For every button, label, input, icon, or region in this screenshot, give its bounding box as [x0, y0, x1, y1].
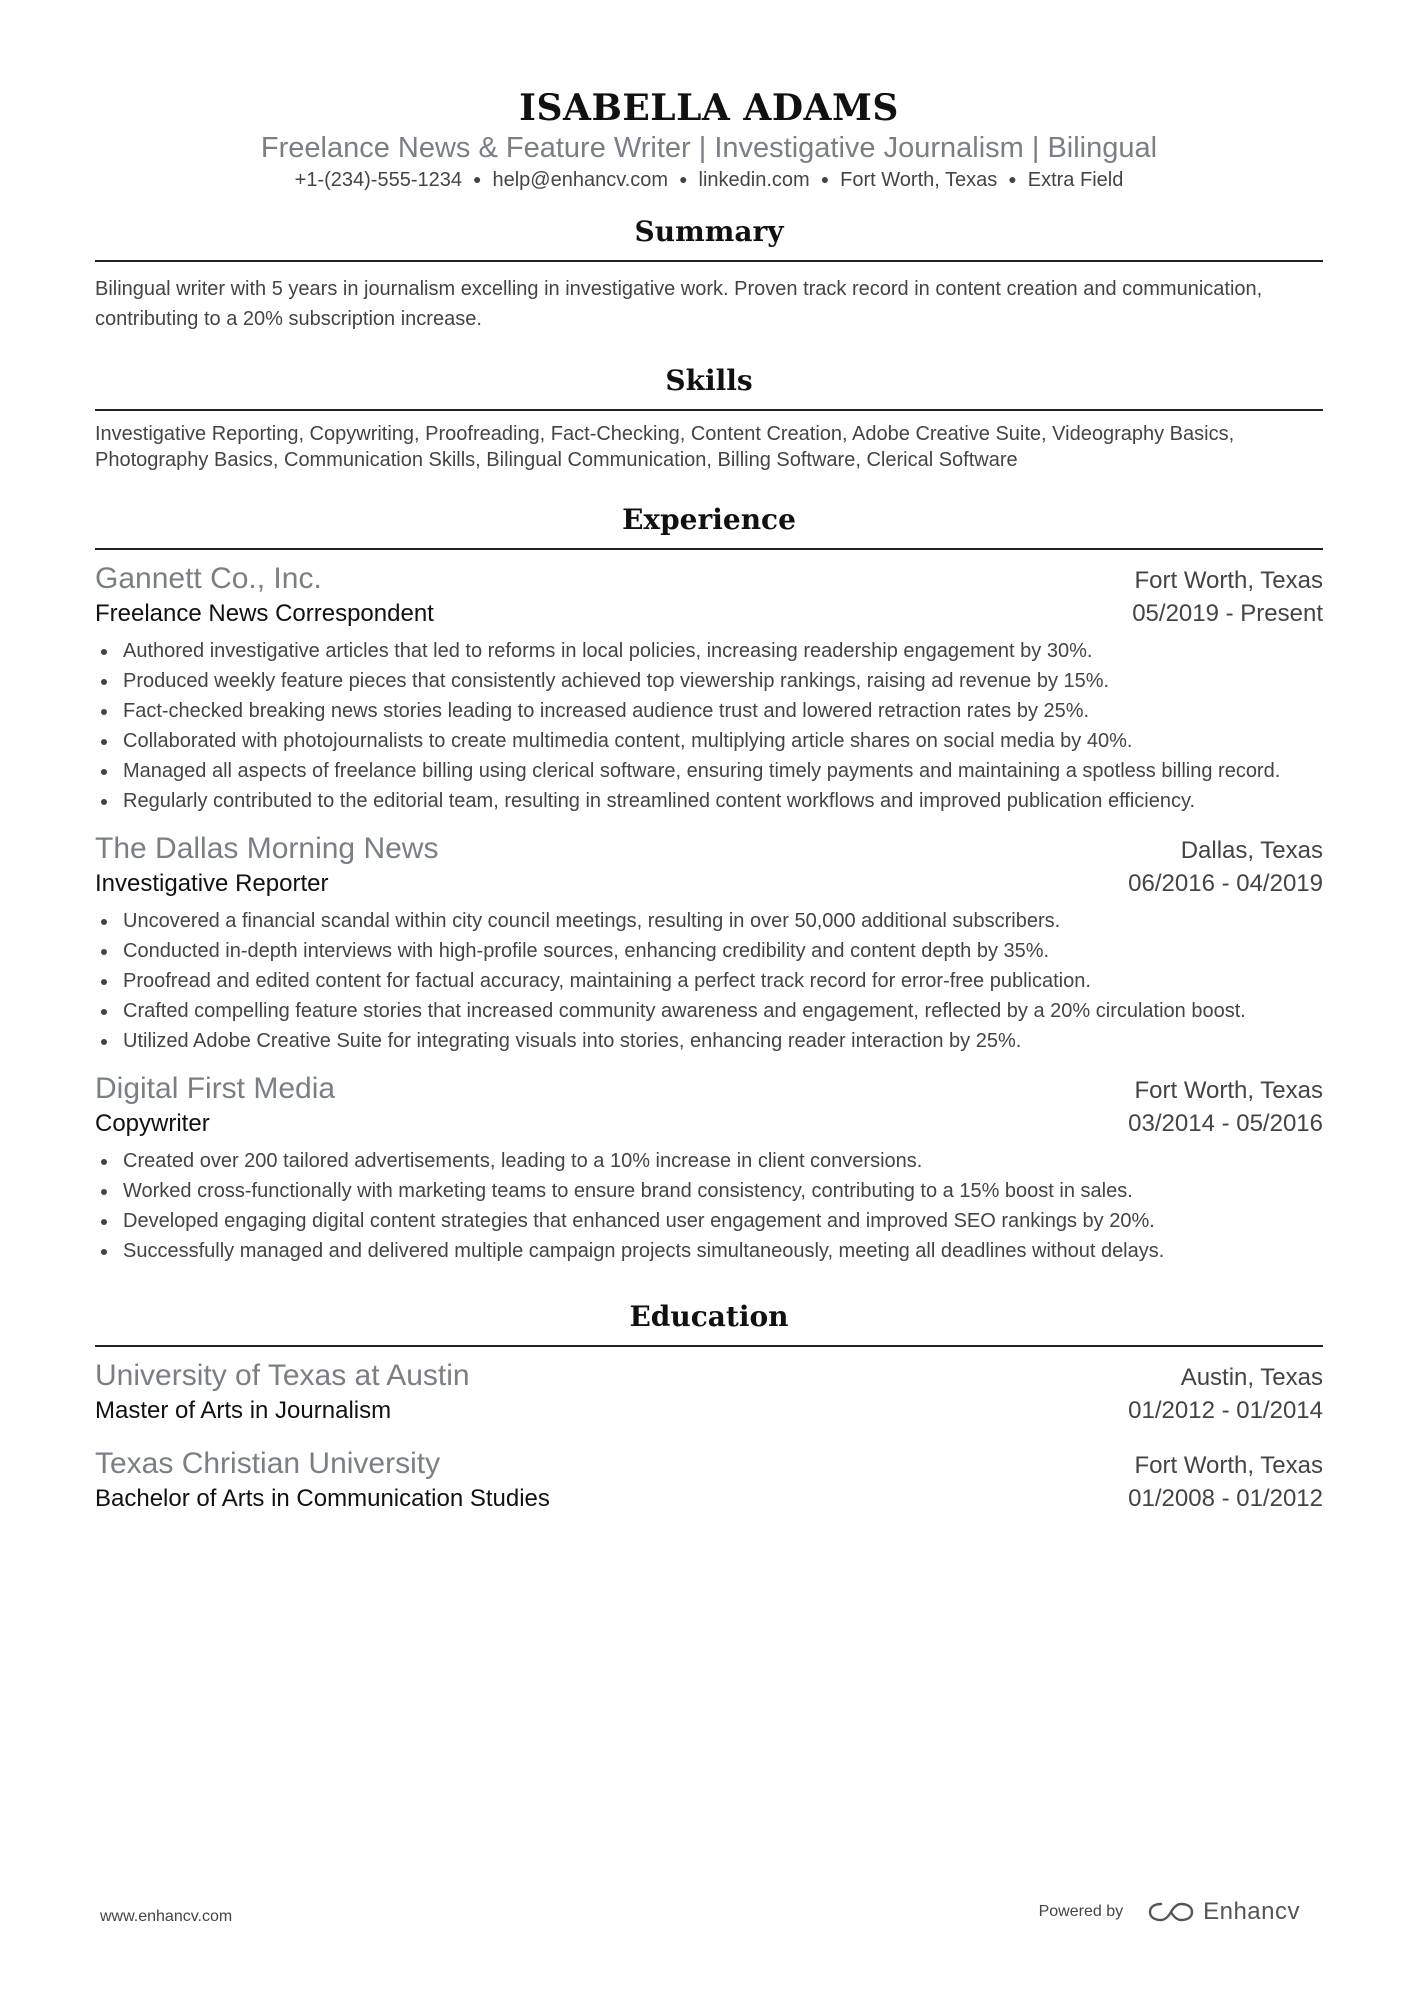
- job-title: Freelance News Correspondent: [95, 600, 434, 627]
- entry-header: [95, 830, 1323, 868]
- contact-email: help@enhancv.com: [492, 169, 669, 191]
- footer-website: www.enhancv.com: [100, 1908, 233, 1925]
- school-name: University of Texas at Austin: [95, 1359, 470, 1392]
- school-name: Texas Christian University: [95, 1447, 441, 1480]
- education-section: [95, 1300, 1323, 1515]
- job-dates: 03/2014 - 05/2016: [1128, 1110, 1323, 1137]
- candidate-name: ISABELLA ADAMS: [519, 87, 899, 129]
- job-dates: 06/2016 - 04/2019: [1128, 870, 1323, 897]
- company-name: Gannett Co., Inc.: [95, 562, 322, 595]
- degree-name: Bachelor of Arts in Communication Studies: [95, 1485, 550, 1512]
- school-location: Fort Worth, Texas: [1134, 1452, 1323, 1479]
- skills-section: [95, 364, 1323, 473]
- list-item: Conducted in-depth interviews with high-profile sources, enhancing credibility and content depth by 35%.: [95, 936, 1323, 966]
- entry-header: [95, 1357, 1323, 1395]
- brand-logo: [1147, 1898, 1300, 1926]
- entry-subheader: [95, 1395, 1323, 1427]
- education-entry: [95, 1357, 1323, 1427]
- list-item: Developed engaging digital content strategies that enhanced user engagement and improved SEO rankings by 20%.: [95, 1206, 1323, 1236]
- section-title-skills: Skills: [95, 364, 1323, 411]
- contact-phone: +1-(234)-555-1234: [294, 169, 462, 191]
- list-item: Uncovered a financial scandal within city council meetings, resulting in over 50,000 additional subscribers.: [95, 906, 1323, 936]
- job-title: Copywriter: [95, 1110, 210, 1137]
- entry-subheader: [95, 1108, 1323, 1140]
- summary-section: [95, 215, 1323, 334]
- candidate-headline: Freelance News & Feature Writer | Investigative Journalism | Bilingual: [260, 132, 1158, 164]
- entry-subheader: [95, 598, 1323, 630]
- entry-subheader: [95, 868, 1323, 900]
- experience-entry: [95, 560, 1323, 816]
- bullet-separator: ●: [679, 171, 688, 187]
- bullet-separator: ●: [820, 171, 830, 187]
- experience-entry: [95, 830, 1323, 1056]
- list-item: Collaborated with photojournalists to create multimedia content, multiplying article shares on social media by 40%.: [95, 726, 1323, 756]
- brand-name: Enhancv: [1203, 1898, 1300, 1925]
- school-location: Austin, Texas: [1180, 1364, 1323, 1391]
- contact-extra: Extra Field: [1027, 169, 1124, 191]
- list-item: Proofread and edited content for factual accuracy, maintaining a perfect track record for error-free publication.: [95, 966, 1323, 996]
- job-dates: 05/2019 - Present: [1132, 600, 1323, 627]
- summary-text: Bilingual writer with 5 years in journalism excelling in investigative work. Proven track record in content creation and communication, contributing to a 20% subscription increase.: [95, 278, 1263, 330]
- resume-page: [95, 0, 1323, 1515]
- education-entry: [95, 1445, 1323, 1515]
- job-bullets: [95, 906, 1323, 1056]
- degree-name: Master of Arts in Journalism: [95, 1397, 392, 1424]
- section-title-education: Education: [95, 1300, 1323, 1347]
- section-title-experience: Experience: [95, 503, 1323, 550]
- enhancv-logo-icon: [1147, 1899, 1195, 1925]
- job-title: Investigative Reporter: [95, 870, 329, 897]
- contact-line: [95, 166, 1323, 193]
- bullet-separator: ●: [1008, 171, 1017, 187]
- contact-linkedin: linkedin.com: [698, 169, 810, 191]
- list-item: Crafted compelling feature stories that increased community awareness and engagement, reflected by a 20% circulation boost.: [95, 996, 1323, 1026]
- job-location: Dallas, Texas: [1180, 837, 1323, 864]
- list-item: Produced weekly feature pieces that consistently achieved top viewership rankings, raising ad revenue by 15%.: [95, 666, 1323, 696]
- job-bullets: [95, 636, 1323, 816]
- job-location: Fort Worth, Texas: [1134, 1077, 1323, 1104]
- list-item: Worked cross-functionally with marketing teams to ensure brand consistency, contributing to a 15% boost in sales.: [95, 1176, 1323, 1206]
- powered-by-label: Powered by: [1038, 1903, 1124, 1920]
- list-item: Fact-checked breaking news stories leading to increased audience trust and lowered retraction rates by 25%.: [95, 696, 1323, 726]
- list-item: Created over 200 tailored advertisements, leading to a 10% increase in client conversions.: [95, 1146, 1323, 1176]
- experience-entry: [95, 1070, 1323, 1266]
- job-location: Fort Worth, Texas: [1134, 567, 1323, 594]
- company-name: Digital First Media: [95, 1072, 336, 1105]
- footer-branding: [1039, 1898, 1300, 1926]
- bullet-separator: ●: [473, 171, 482, 187]
- contact-location: Fort Worth, Texas: [840, 169, 998, 191]
- job-bullets: [95, 1146, 1323, 1266]
- section-title-summary: Summary: [95, 215, 1323, 262]
- entry-header: [95, 560, 1323, 598]
- experience-section: [95, 503, 1323, 1266]
- list-item: Successfully managed and delivered multiple campaign projects simultaneously, meeting all deadlines without delays.: [95, 1236, 1323, 1266]
- entry-subheader: [95, 1483, 1323, 1515]
- entry-header: [95, 1445, 1323, 1483]
- list-item: Regularly contributed to the editorial team, resulting in streamlined content workflows and improved publication efficiency.: [95, 786, 1323, 816]
- education-dates: 01/2012 - 01/2014: [1128, 1397, 1323, 1424]
- skills-text: Investigative Reporting, Copywriting, Proofreading, Fact-Checking, Content Creation, Adobe Creative Suite, Videography Basics, Photography Basics, Communication Skills, Bilingual Communication, Billing Software, Clerical Software: [95, 423, 1235, 471]
- list-item: Utilized Adobe Creative Suite for integrating visuals into stories, enhancing reader interaction by 25%.: [95, 1026, 1323, 1056]
- entry-header: [95, 1070, 1323, 1108]
- education-dates: 01/2008 - 01/2012: [1128, 1485, 1323, 1512]
- list-item: Authored investigative articles that led to reforms in local policies, increasing readership engagement by 30%.: [95, 636, 1323, 666]
- company-name: The Dallas Morning News: [95, 832, 439, 865]
- list-item: Managed all aspects of freelance billing using clerical software, ensuring timely payments and maintaining a spotless billing record.: [95, 756, 1323, 786]
